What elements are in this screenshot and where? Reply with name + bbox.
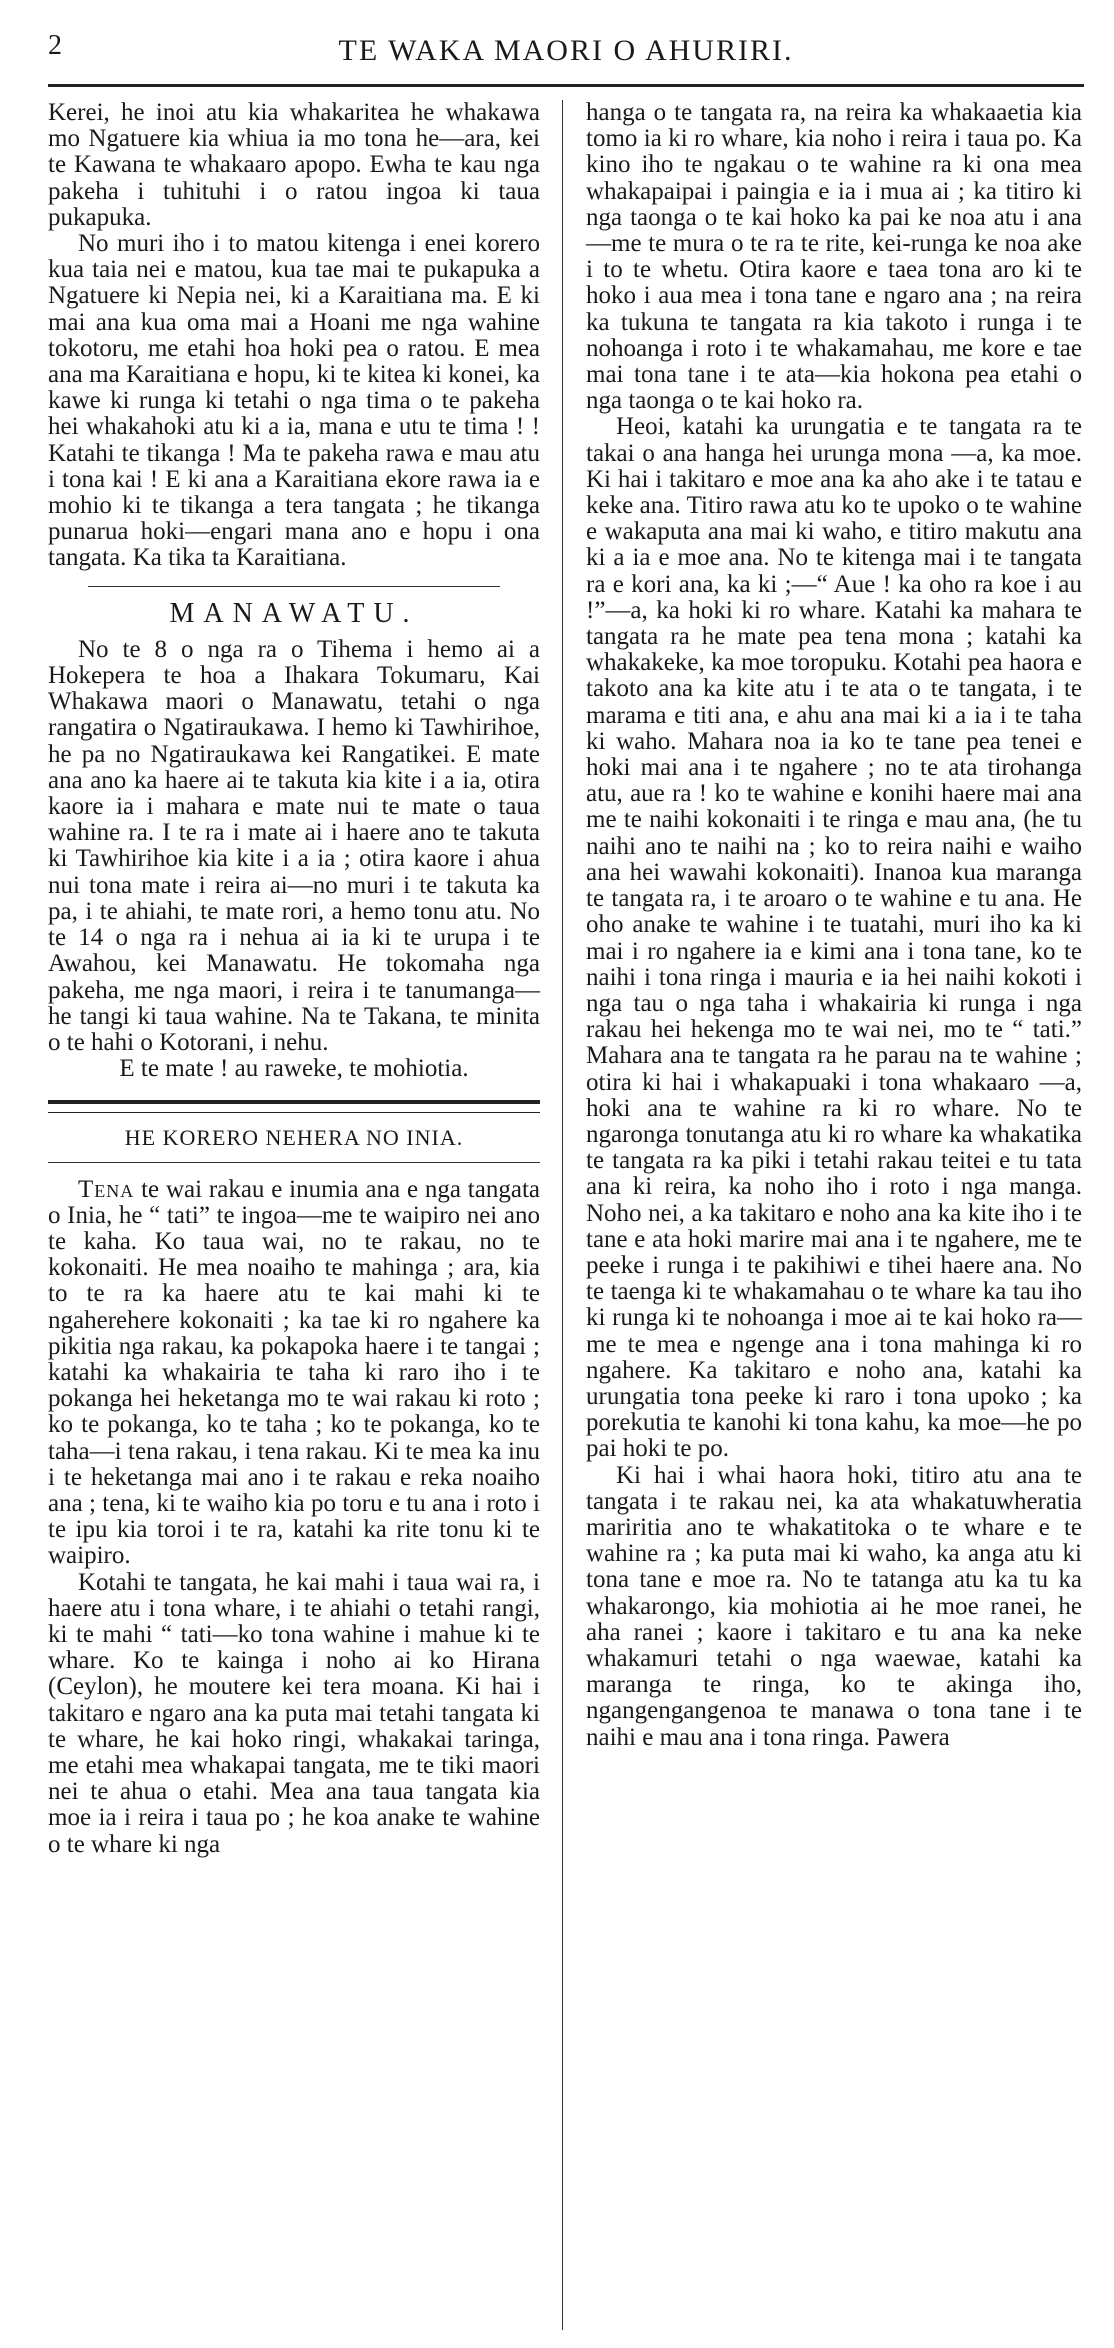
header-rule — [48, 84, 1084, 87]
article-paragraph: No te 8 o nga ra o Tihema i hemo ai a Hokepera te hoa a Ihakara Tokumaru, Kai Whakawa maori o Manawatu, tetahi o nga rangatira o Ngatiraukawa. I hemo ki Tawhirihoe, he pa no Ngatiraukawa kei Rangatikei. E mate ana ano ka haere ai te takuta kia kite i a ia, otira kaore ia i mahara e mate nui te mate o taua wahine ra. I te ra i mate ai i haere ano te takuta ki Tawhirihoe kia kite i a ia ; otira kaore i ahua nui tona mate i reira ai—no muri i te takuta ka pa, i te ahiahi, te mate rori, a hemo tonu atu. No te 14 o nga ra i nehua ai ia ki te urupa i te Awahou, kei Manawatu. He tokomaha nga pakeha, me nga maori, i reira i te tanumanga—he tangi ki taua wahine. Na te Takana, te minita o te hahi o Kotorani, i nehu. — [48, 635, 540, 1056]
section-double-rule — [48, 1100, 540, 1113]
article-paragraph: No muri iho i to matou kitenga i enei korero kua taia nei e matou, kua tae mai te pukapuka a Ngatuere ki Nepia nei, ki a Karaitiana ma. E ki mai ana kua oma mai a Hoani me nga wahine tokotoru, me etahi hoa hoki pea o ratou. E mea ana ma Karaitiana e hopu, ki te kitea ki konei, ka kawe ki runga ki tetahi o nga tima o te pakeha hei whakahoki atu ki a ia, mana e utu te tima ! ! Katahi te tikanga ! Ma te pakeha rawa e mau atu i tona kai ! E ki ana a Karaitiana ekore rawa ia e mohio ki te tikanga a tera tangata ; he tikanga punarua hoki—engari mana ano e hopu i ona tangata. Ka tika ta Karaitiana. — [48, 230, 540, 572]
left-column — [48, 100, 540, 1858]
article-paragraph — [48, 1177, 540, 1570]
section-title-inia: HE KORERO NEHERA NO INIA. — [124, 1125, 464, 1151]
paragraph-text: te wai rakau e inumia ana e nga tangata o Inia, he “ tati” te ingoa—me te waipiro nei ano te kaha. Ko taua wai, no te rakau, no te kokonaiti. He mea noaiho te mahinga ; ara, kia to te ra ka haere atu te kai mahi ki te ngaherehere kokonaiti ; ka tae ki ro ngahere ka pikitia nga rakau, ka pokapoka haere i te tangai ; katahi ka whakairia te taha ki raro iho i te pokanga hei heketanga mo te wai rakau ki roto ; ko te pokanga, ko te taha ; ko te pokanga, ko te taha—i tena rakau, i tena rakau. Ki te mea ka inu i te heketanga mai ano i te rakau e reka noaiho ana ; tena, ki te waiho kia po toru e tu ana i roto i te ipu kia toroi i te ra, katahi ka rite tonu ki te waipiro. — [48, 1175, 540, 1570]
title-underline — [48, 1162, 540, 1163]
article-paragraph: Kerei, he inoi atu kia whakaritea he whakawa mo Ngatuere kia whiua ia mo tona he—ara, kei te Kawana te whakaaro apopo. Ewha te kau nga pakeha i tuhituhi i o ratou ingoa ki taua pukapuka. — [48, 99, 540, 231]
section-title-manawatu: MANAWATU. — [169, 597, 419, 629]
column-divider — [562, 100, 563, 2330]
masthead-title: TE WAKA MAORI O AHURIRI. — [338, 34, 794, 67]
page-number: 2 — [48, 30, 62, 61]
opening-word: Tena — [78, 1175, 135, 1203]
section-rule — [88, 586, 500, 587]
page-header — [48, 30, 1084, 80]
article-paragraph: Heoi, katahi ka urungatia e te tangata ra te takai o ana hanga hei urunga mona —a, ka moe. Ki hai i takitaro e moe ana ka aho ake i te tatau e keke ana. Titiro rawa atu ko te upoko o te wahine e wakaputa ana mai ki waho, e titiro makutu ana ki a ia e moe ana. No te kitenga mai i te tangata ra e kori ana, ka ki ;—“ Aue ! ka oho ra koe i au !”—a, ka hoki ki ro whare. Katahi ka mahara te tangata ra he mate pea tena mona ; katahi ka whakakeke, ka moe toropuku. Kotahi pea haora e takoto ana ka kite atu i te ata o te tangata, i te marama e titi ana, e ahu ana mai ki a ia i te taha ki waho. Mahara noa ia ko te tane pea tenei e hoki mai ana i te ngahere ; no te ata tirohanga atu, aue ra ! ko te wahine e konihi haere mai ana me te naihi kokonaiti i te ringa e mau ana, (he tu naihi ano te naihi na ; ko to reira naihi e waiho ana hei wawahi kokonaiti). Inanoa kua marangа te tangata ra, i te aroaro o te wahine e tu ana. He oho anake te wahine i te tuatahi, muri iho ka ki mai i ro ngahere ia e kimi ana i tona tane, ko te naihi i tona ringa i mauria e ia hei naihi kokoti i nga tau o nga taha i whakairia ki runga i nga rakau hei hekenga mo te wai nei, mo te “ tati.” Mahara ana te tangata ra he parau na te wahine ; otira ki hai i whakapuaki i tona whakaaro —a, hoki ana te wahine ra ki ro whare. No te ngaronga tonutanga atu ki ro whare ka whakatika te tangata ra ka piki i tetahi rakau teitei e tu tata ana ki reira, ka noho iho i roto i nga manga. Noho nei, a ka takitaro e noho ana ka kite iho i te tane e ata hoki marire mai ana i te ngahere, me te peeke i runga i te pakihiwi e tihei haere ana. No te taenga ki te whakamahau o te whare ka tau iho ki runga ki te nohoanga i moe ai te kai hoko ra—me te mea e ngenge ana i tona mahinga ki ro ngahere. Ka takitaro e noho ana, katahi ka urungatia tona peeke ki raro i tona upoko ; ka porekutia te kanohi ki tona kahu, ka moe—he po pai hoki te po. — [586, 413, 1082, 1463]
right-column — [586, 100, 1082, 1751]
article-paragraph: hanga o te tangata ra, na reira ka whakaaetia kia tomo ia ki ro whare, kia noho i reira i taua po. Ka kino iho te ngakau o te wahine ra ki ona mea whakapaipai i paingia e ia i mua ai ; ka titiro ki nga taonga o te kai hoko ka pai ke noa atu i ana—me te mura o te ra te rite, kei-runga ke noa ake i to te whetu. Otira kaore e taea tona aro ki te hoko i aua mea i tona tane e ngaro ana ; na reira ka tukuna te tangata ra kia takoto i runga i te nohoanga i roto i te whakamahau, me kore e tae mai tona tane i te ata—kia hokona pea etahi o nga taonga o te kai hoko ra. — [586, 99, 1082, 415]
article-paragraph: Ki hai i whai haora hoki, titiro atu ana te tangata i te rakau nei, ka ata whakatuwheratia mariritia ano te whakatitoka o te whare e te wahine ra ; ka puta mai ki waho, ka anga atu ki tona tane e moe ra. No te tatanga atu ka tu ka whakarongo, kia mohiotia ai he moe ranei, he aha ranei ; kaore i takitaro e tu ana ka neke whakamuri tetahi o nga waewae, katahi ka maranga te ringa, ko te akinga iho, ngangengangenoa te manawa o tona tane i te naihi e mau ana i tona ringa. Pawera — [586, 1461, 1082, 1751]
article-paragraph: Kotahi te tangata, he kai mahi i taua wai ra, i haere atu i tona whare, i te ahiahi o tetahi rangi, ki te mahi “ tati—ko tona wahine i mahue ki te whare. Ko te kainga i noho ai ko Hirana (Ceylon), he moutere kei tera moana. Ki hai i takitaro e ngaro ana ka puta mai tetahi tangata ki te whare, he kai hoko ringi, whakakai taringa, me etahi mea whakapai tangata, me te tiki maori nei te ahua o etahi. Mea ana taua tangata kia moe ia i reira i taua po ; he koa anake te wahine o te whare ki nga — [48, 1568, 540, 1858]
article-signoff: E te mate ! au raweke, te mohiotia. — [119, 1055, 469, 1083]
